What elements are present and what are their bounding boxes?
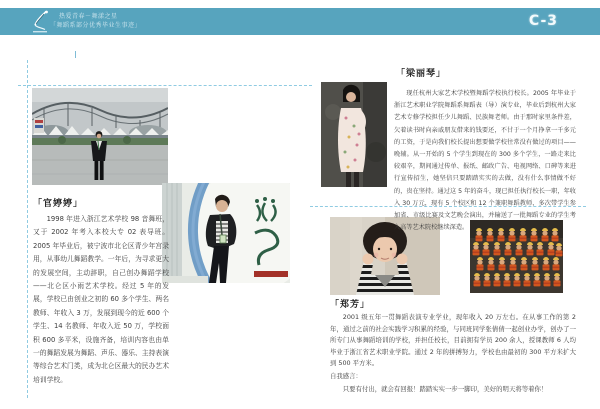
photo-guan-expo-plaza <box>32 88 168 185</box>
profile-name-guan: 「官婷婷」 <box>33 199 84 209</box>
guide-tick-top <box>75 51 76 58</box>
header-title-line1: 热爱青春－舞漾之星 <box>59 13 118 20</box>
header-titles <box>50 12 141 30</box>
guide-line-top <box>18 85 312 86</box>
profile-bio-guan: 1998 年进入浙江艺术学校 98 音舞班，又于 2002 年考入本校大专 02 表导班。2005 年毕业后，被宁波市北仑区青少年宫录用，从事幼儿舞蹈教学。一年后，为寻求更大的发展空间，主动辞职，自己创办舞蹈学校——北仑区小雨艺术学校。经过 5 年的发展，学校已由创业之初的 60 多个学生、两名教师、年收入 3 万，发展到现今的近 600 个学生、14 名教师、年收入近 50 万，学校面积 600 多平米，设施齐备，培训内容也由单一的舞蹈发展为舞蹈、声乐、器乐、主持表演等综合艺术门类，成为北仑区最大的民办艺术培训学校。 <box>33 215 169 384</box>
guide-line-left <box>27 60 28 398</box>
header-title-line2: 「舞蹈系部分优秀毕业生事迹」 <box>50 22 142 29</box>
profile-bio-zheng: 2001 级五年一贯舞蹈表演专业学业，现年收入 20 万左右。在从事工作的第 2 年，通过之前的社会实践学习积累的经验，与同班同学张倩倩一起创业办学，创办了一所专门从事舞蹈培训的学校，并担任校长，目前拥有学员 200 余人，授课教师 6 人均毕业于浙江省艺术职业学院。通过 2 年的拼搏努力，学校也由最初的 300 平方米扩大到 500 平方米。 <box>330 313 576 368</box>
school-dancer-logo-icon <box>32 10 50 34</box>
photo-guan-expo-logo-wall <box>162 183 290 283</box>
profile-bio-liang: 现任杭州大家艺术学校暨舞蹈学校执行校长。2005 年毕业于浙江艺术职业学院舞蹈系舞蹈表（导）演专业，毕业后到杭州大家艺术专修学校担任少儿舞蹈、民族舞老师。由于那时家里条件差，欠着读书时向亲戚朋友借来的钱要还，不甘于一个月挣拿一千多元的工资，于是向我们校长提出想要做学校往常没有做过的项目——晚辅。从一开始的 5 个学生到现在的 300 多个学生，一路走来比较艰辛，期间通过传单、报纸、邮政广告、电视网络、口碑等来进行宣传招生，她坚信只要踏踏实实的去做，没有什么事情做不好的，贵在坚持。通过这 5 年的奋斗，现已担任执行校长一职，年收入 30 万元，现有 5 个校区和 12 个兼职舞蹈教师，多次带学生参加省、市级比赛及文艺晚会演出，并输送了一批舞蹈专业的学生考入高等艺术院校继续深造。 <box>394 90 576 232</box>
photo-liang-qipao-portrait <box>321 82 387 187</box>
profile-name-zheng: 「郑芳」 <box>330 300 371 310</box>
profile-name-liang: 「梁丽琴」 <box>396 69 447 79</box>
page-code-label: C-3 <box>528 13 558 29</box>
motto-label: 自我感言： <box>330 372 362 380</box>
header-band <box>0 8 600 35</box>
motto-text: 只要有付出，就会有回报！踏踏实实一步一脚印，美好的明天将等着你！ <box>342 385 548 393</box>
